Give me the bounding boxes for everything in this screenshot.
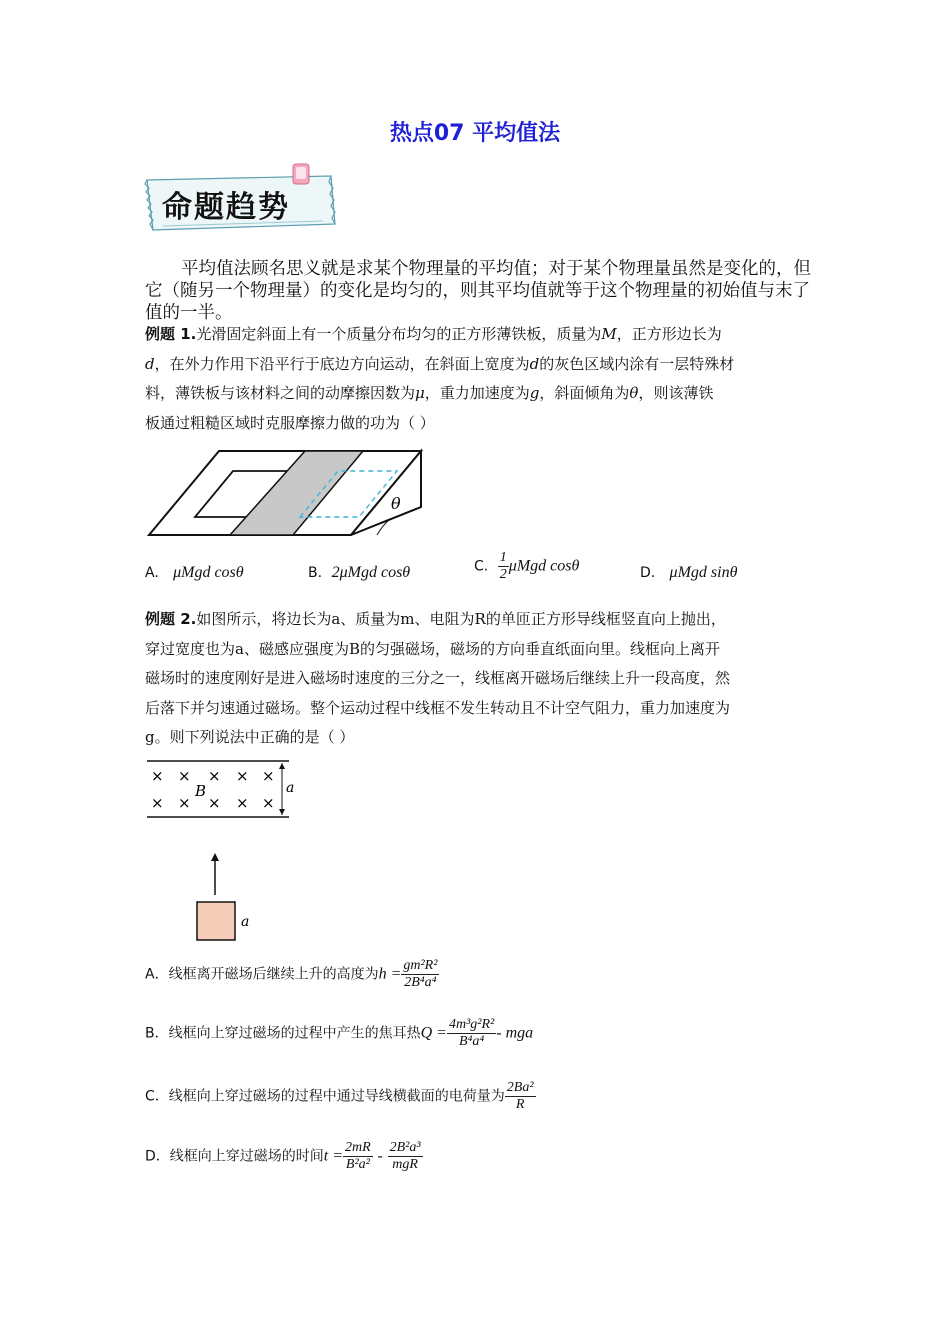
field-crosses [151,767,275,812]
svg-text:×: × [151,767,164,785]
question-1-label: 例题 1. [145,325,197,343]
banner-title: 命题趋势 [162,190,290,225]
q2-option-a[interactable]: A．线框离开磁场后继续上升的高度为h = $\frac{\text{gm²R²}}{\text{2B⁴a⁴}}$ [145,958,438,990]
q2-option-b[interactable]: B．线框向上穿过磁场的过程中产生的焦耳热Q = $\frac{\text{4m³g²R²}}{\text{B⁴a⁴}}$ - mga [145,1017,534,1049]
question-2-label: 例题 2. [145,610,197,628]
field-label: B [195,782,207,800]
svg-text:×: × [262,767,275,785]
incline-figure [145,445,435,540]
wire-frame [197,902,235,940]
angle-label: θ [391,494,401,513]
field-width-label: a [286,780,295,796]
svg-text:×: × [208,794,221,812]
frame-side-label: a [241,914,250,930]
q2-option-c[interactable]: C．线框向上穿过磁场的过程中通过导线横截面的电荷量为 $\frac{\text{2Ba²}}{R}$ [145,1080,534,1112]
q1-option-b[interactable]: B. 2μMgd cosθ [308,564,411,581]
svg-text:×: × [236,794,249,812]
svg-text:×: × [236,767,249,785]
magnetic-field-figure [145,755,305,945]
q1-option-c[interactable]: C. $\frac{1}{2}$ μMgd cosθ [474,550,580,582]
paperclip-icon [293,164,309,184]
intro-paragraph: 平均值法顾名思义就是求某个物理量的平均值；对于某个物理量虽然是变化的，但它（随另一个物理量）的变化是均匀的，则其平均值就等于这个物理量的初始值与末了值的一半。 [145,259,811,323]
q2-option-d[interactable]: D．线框向上穿过磁场的时间t = $\frac{2mR}{\text{B²a²}}$ - $\frac{\text{2B²a³}}{\text{mgR}}$ [145,1140,421,1172]
svg-text:×: × [178,794,191,812]
page-title: 热点07 平均值法 [389,121,561,146]
q1-option-a[interactable]: A. μMgd cosθ [145,564,244,581]
svg-text:×: × [151,794,164,812]
svg-text:×: × [178,767,191,785]
question-1-text: 例题 1.光滑固定斜面上有一个质量分布均匀的正方形薄铁板，质量为M，正方形边长为 d，在外力作用下沿平行于底边方向运动，在斜面上宽度为d的灰色区域内涂有一层特殊材 料，薄铁板与该材料之间的动摩擦因数为μ，重力加速度为g，斜面倾角为θ，则该薄铁 板通过粗糙区域时克服摩擦力做的功为（ ） [145,325,735,432]
svg-text:×: × [208,767,221,785]
question-2-text: 例题 2.如图所示，将边长为a、质量为m、电阻为R的单匝正方形导线框竖直向上抛出， 穿过宽度也为a、磁感应强度为B的匀强磁场，磁场的方向垂直纸面向里。线框向上离开 磁场时的速度刚好是进入磁场时速度的三分之一，线框离开磁场后继续上升一段高度，然 后落下并匀速通过磁场。整个运动过程中线框不发生转动且不计空气阻力，重力加速度为 g。则下列说法中正确的是（ ） [145,610,731,746]
q1-option-d[interactable]: D. μMgd sinθ [640,564,738,581]
svg-text:×: × [262,794,275,812]
